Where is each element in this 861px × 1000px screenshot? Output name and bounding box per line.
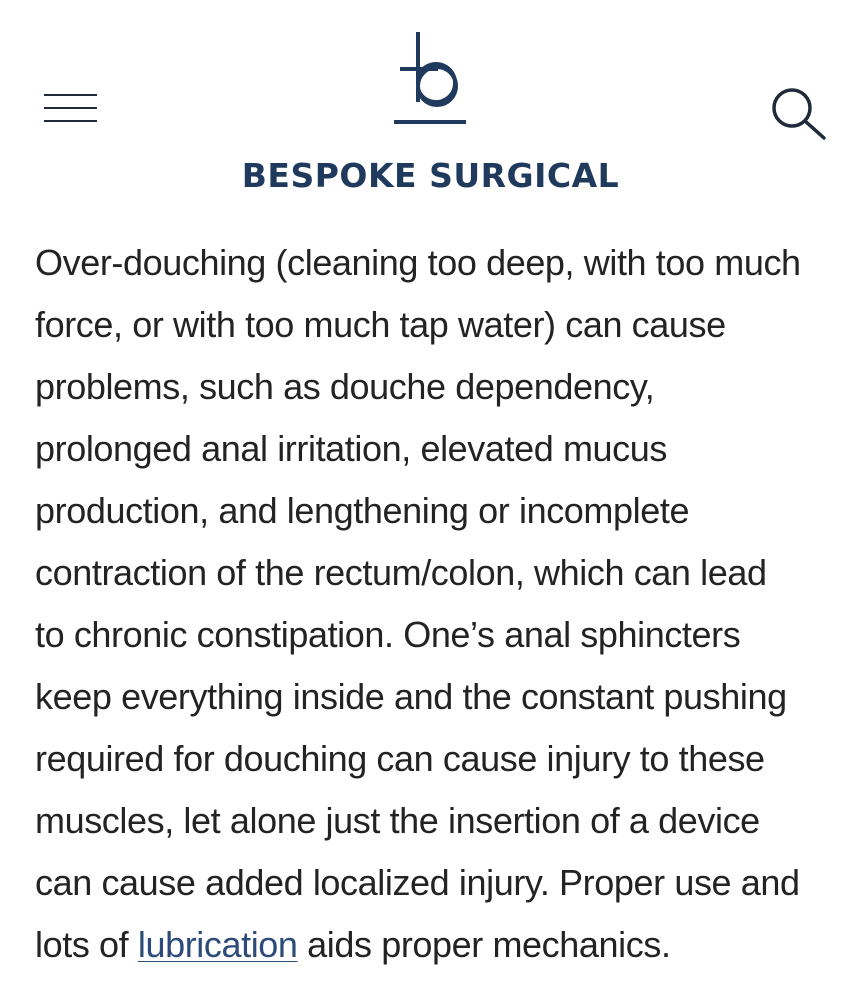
- hamburger-line: [44, 120, 97, 122]
- logo-mark-icon[interactable]: [388, 32, 472, 128]
- paragraph-line: contraction of the rectum/colon, which can lead: [35, 552, 767, 593]
- paragraph-line: problems, such as douche dependency,: [35, 366, 655, 407]
- search-icon[interactable]: [766, 82, 830, 146]
- paragraph-text: lots of: [35, 924, 138, 965]
- paragraph-text: aids proper mechanics.: [297, 924, 671, 965]
- paragraph-line: [35, 914, 835, 976]
- menu-button[interactable]: [40, 88, 102, 132]
- paragraph-line: force, or with too much tap water) can cause: [35, 304, 726, 345]
- hamburger-line: [44, 94, 97, 96]
- article-paragraph: [35, 232, 835, 976]
- paragraph-line: to chronic constipation. One’s anal sphincters: [35, 614, 741, 655]
- paragraph-line: required for douching can cause injury to these: [35, 738, 765, 779]
- lubrication-link[interactable]: lubrication: [137, 924, 298, 965]
- article-body: [35, 232, 835, 976]
- hamburger-line: [44, 107, 97, 109]
- paragraph-line: keep everything inside and the constant pushing: [35, 676, 787, 717]
- paragraph-line: Over-douching (cleaning too deep, with too much: [35, 242, 801, 283]
- paragraph-line: prolonged anal irritation, elevated mucus: [35, 428, 667, 469]
- paragraph-line: can cause added localized injury. Proper use and: [35, 862, 800, 903]
- brand-name[interactable]: BESPOKE SURGICAL: [241, 156, 620, 195]
- paragraph-line: muscles, let alone just the insertion of a device: [35, 800, 760, 841]
- paragraph-line: production, and lengthening or incomplete: [35, 490, 690, 531]
- site-header: [0, 0, 861, 220]
